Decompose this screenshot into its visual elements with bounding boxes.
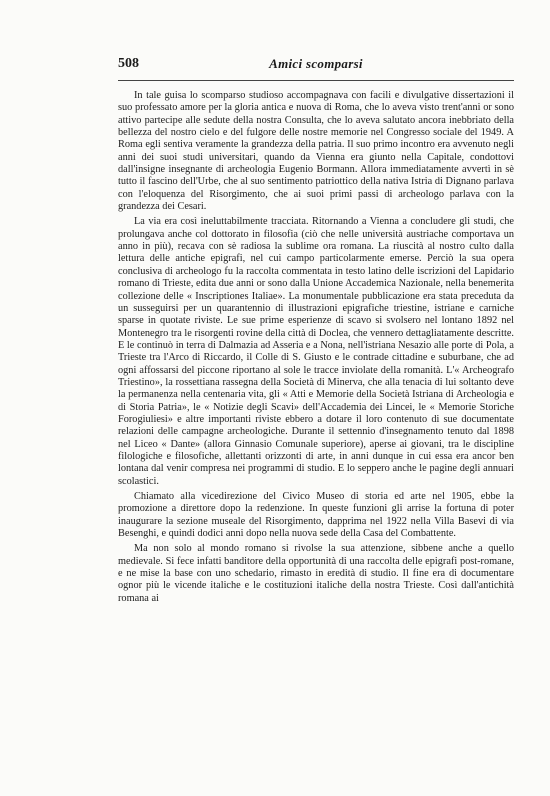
body-text xyxy=(118,90,514,605)
header-rule xyxy=(118,80,514,81)
page-number: 508 xyxy=(118,56,139,71)
running-title: Amici scomparsi xyxy=(269,56,363,71)
paragraph-2: La via era così ineluttabilmente tracciata. Ritornando a Vienna a concludere gli studi, che prolungava anche col dottorato in filosofia (ciò che nelle università austriache comportava un anno in più), recava con sè radiosa la sublime ora romana. La riuscità al nostro culto dalla lettura delle antiche epigrafi, nel cui campo particolarmente emerse. Perciò la sua opera conclusiva di archeologo fu la raccolta commentata in testo latino delle iscrizioni del Lapidario romano di Trieste, edita due anni or sono dalla Unione Accademica Nazionale, nella benemerita collezione delle « Inscriptiones Italiae». La monumentale pubblicazione era stata preceduta da un susseguirsi per un quarantennio di illustrazioni epigrafiche triestine, istriane e carniche sparse in quotate riviste. Le sue prime esperienze di scavo si svolsero nel lontano 1892 nel Montenegro tra le risorgenti rovine della città di Doclea, che vennero dettagliatamente descritte. E le continuò in terra di Dalmazia ad Asseria e a Nona, nell'istriana Nesazio alle porte di Pola, a Trieste tra l'Arco di Riccardo, il Colle di S. Giusto e le contrade cittadine e suburbane, che ad ogni affossarsi del piccone riportano al sole le tracce inviolate della romanità. L'« Archeografo Triestino», la rossettiana rassegna della Società di Minerva, che alla tenacia di lui soltanto deve la permanenza nella centenaria vita, gli « Atti e Memorie della Società Istriana di Archeologia e di Storia Patria», le « Notizie degli Scavi» dell'Accademia dei Lincei, le « Memorie Storiche Forogiuliesi» e altre importanti riviste ebbero a dotare il loro contenuto di sue documentate relazioni delle campagne archeologiche. Durante il settennio d'insegnamento tenuto dal 1898 nel Liceo « Dante» (allora Ginnasio Comunale superiore), aperse ai giovani, tra le discipline filologiche e filosofiche, allettanti orizzonti di arte, in anni dunque in cui essa era ancor ben lontana dal venir compresa nei programmi di studio. E lo seppero anche le pagine degli annuari scolastici. xyxy=(118,216,514,487)
paragraph-1: In tale guisa lo scomparso studioso accompagnava con facili e divulgative dissertazioni il suo professato amore per la gloria antica e nuova di Roma, che lo aveva visto trent'anni or sono attivo partecipe alle sedute della nostra Consulta, che lo aveva salutato ancora inebbriato della bellezza del nostro cielo e del fulgore delle nostre memorie nel Congresso sociale del 1949. A Roma egli sentiva veramente la grandezza della patria. Il suo primo incontro era avvenuto negli anni dei suoi studi universitari, quando da Vienna era giunto nella Capitale, condottovi dall'insigne insegnante di archeologia Eugenio Bormann. Allora immediatamente avvertì in sè tutto il fascino dell'Urbe, che al suo sentimento patriottico della nativa Istria di Dignano parlava con l'eloquenza del Risorgimento, che ai suoi primi passi di archeologo parlava con la grandezza dei Cesari. xyxy=(118,90,514,213)
paragraph-3: Chiamato alla vicedirezione del Civico Museo di storia ed arte nel 1905, ebbe la promozione a direttore dopo la redenzione. In queste funzioni gli arrise la fortuna di poter inaugurare la sezione museale del Risorgimento, dapprima nel 1922 nella Villa Basevi di via Besenghi, e quindi dodici anni dopo nella nuova sede della Casa del Combattente. xyxy=(118,491,514,540)
page-header xyxy=(118,56,514,76)
paragraph-4: Ma non solo al mondo romano si rivolse la sua attenzione, sibbene anche a quello medievale. Si fece infatti banditore della opportunità di una raccolta delle epigrafi post-romane, e ne mise la base con uno schedario, rimasto in eredità di studio. Il fine era di documentare ognor più le vicende italiche e le costituzioni italiche della nostra Trieste. Così dall'antichità romana ai xyxy=(118,543,514,604)
